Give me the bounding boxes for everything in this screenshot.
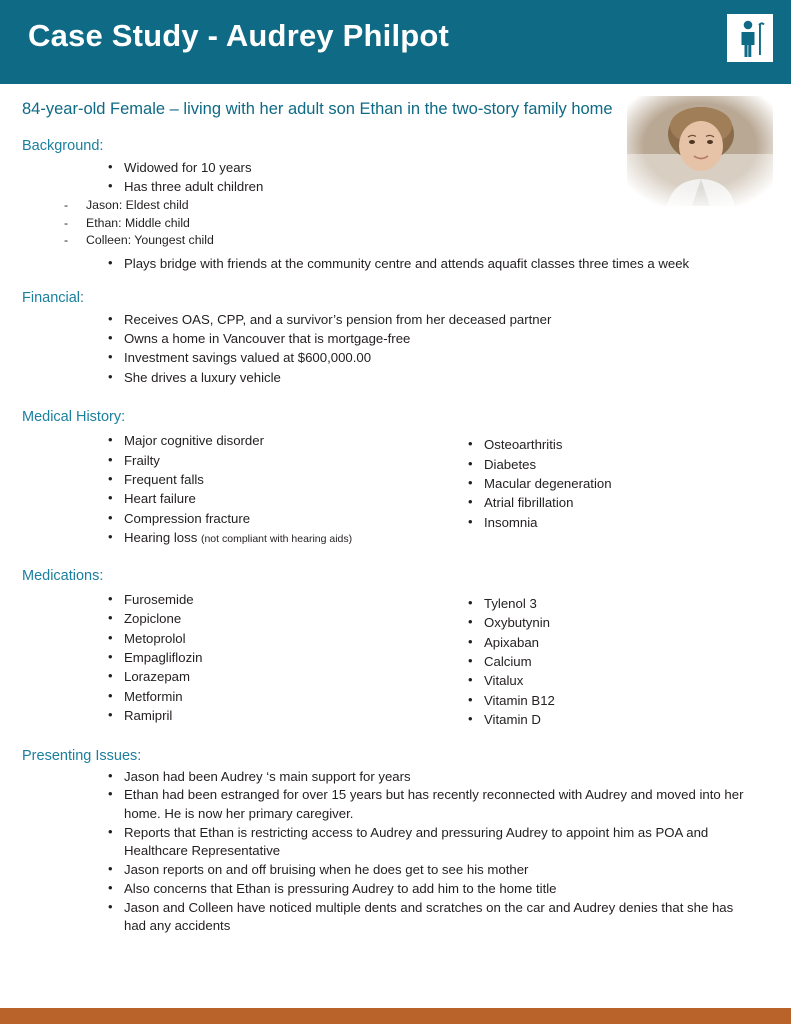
- medical-history-columns: [22, 427, 767, 547]
- list-item: • Has three adult children: [108, 177, 767, 196]
- list-item: • Reports that Ethan is restricting access to Audrey and pressuring Audrey to appoint him as POA and Healthcare Representative: [108, 824, 749, 861]
- list-item: • Vitamin D: [468, 710, 767, 729]
- list-item: - Ethan: Middle child: [64, 215, 767, 233]
- page-header: [0, 0, 791, 84]
- section-title-background: Background:: [22, 137, 104, 154]
- page-content: [0, 98, 791, 936]
- subject-summary: 84-year-old Female – living with her adult son Ethan in the two-story family home: [22, 100, 613, 118]
- list-item: • Jason had been Audrey ‘s main support for years: [108, 768, 749, 787]
- list-item: • Widowed for 10 years: [108, 158, 767, 177]
- list-item: • Atrial fibrillation: [468, 493, 767, 512]
- list-item: • Lorazepam: [108, 667, 382, 686]
- header-curve-decoration: [0, 72, 791, 84]
- list-item: • Diabetes: [468, 455, 767, 474]
- list-item: • Receives OAS, CPP, and a survivor’s pension from her deceased partner: [108, 310, 767, 329]
- background-children-list: [22, 197, 767, 250]
- section-title-presenting-issues: Presenting Issues:: [22, 747, 142, 764]
- footer-accent-bar: [0, 1008, 791, 1024]
- medical-history-right-column: [382, 427, 767, 532]
- list-item: • Ethan had been estranged for over 15 years but has recently reconnected with Audrey and moved into her home. He is now her primary caregiver.: [108, 786, 749, 823]
- presenting-issues-block: [22, 768, 767, 937]
- hearing-loss-note: (not compliant with hearing aids): [200, 533, 353, 546]
- medications-left-column: [22, 586, 382, 726]
- medical-history-list-right: [382, 435, 767, 532]
- list-item: • Compression fracture: [108, 509, 382, 528]
- list-item: • Frailty: [108, 451, 382, 470]
- financial-list: [22, 310, 767, 388]
- list-item: • Vitalux: [468, 671, 767, 690]
- medications-list-left: [22, 590, 382, 726]
- background-list-continued: [22, 254, 767, 273]
- list-item: • Frequent falls: [108, 470, 382, 489]
- medications-columns: [22, 586, 767, 730]
- list-item: • Insomnia: [468, 513, 767, 532]
- list-item: • Calcium: [468, 652, 767, 671]
- list-item: • Metoprolol: [108, 629, 382, 648]
- background-list: [22, 158, 767, 197]
- medical-history-list-left: [22, 431, 382, 547]
- list-item: - Jason: Eldest child: [64, 197, 767, 215]
- list-item: • Plays bridge with friends at the community centre and attends aquafit classes three times a week: [108, 254, 767, 273]
- page-title: Case Study - Audrey Philpot: [28, 18, 450, 53]
- list-item: • Vitamin B12: [468, 691, 767, 710]
- medical-history-left-column: [22, 427, 382, 547]
- list-item: • Major cognitive disorder: [108, 431, 382, 450]
- list-item: • Ramipril: [108, 706, 382, 725]
- list-item: • She drives a luxury vehicle: [108, 368, 767, 387]
- list-item: • Empagliflozin: [108, 648, 382, 667]
- section-title-medications: Medications:: [22, 567, 104, 584]
- list-item: • Zopiclone: [108, 609, 382, 628]
- organization-logo: [727, 14, 773, 62]
- list-item: • Tylenol 3: [468, 594, 767, 613]
- list-item: • Furosemide: [108, 590, 382, 609]
- list-item: • Also concerns that Ethan is pressuring Audrey to add him to the home title: [108, 880, 749, 899]
- presenting-issues-list: [22, 768, 767, 937]
- section-title-financial: Financial:: [22, 289, 85, 306]
- list-item-hearing-loss: [108, 528, 382, 547]
- list-item: • Owns a home in Vancouver that is mortgage-free: [108, 329, 767, 348]
- list-item: • Jason and Colleen have noticed multiple dents and scratches on the car and Audrey denies that she has had any accidents: [108, 899, 749, 936]
- list-item: • Oxybutynin: [468, 613, 767, 632]
- person-with-cane-icon: [727, 14, 773, 62]
- medications-list-right: [382, 594, 767, 730]
- list-item: • Jason reports on and off bruising when he does get to see his mother: [108, 861, 749, 880]
- list-item: • Apixaban: [468, 633, 767, 652]
- list-item: • Investment savings valued at $600,000.00: [108, 348, 767, 367]
- list-item: • Metformin: [108, 687, 382, 706]
- list-item: - Colleen: Youngest child: [64, 232, 767, 250]
- hearing-loss-label: Hearing loss: [124, 530, 201, 546]
- section-title-medical-history: Medical History:: [22, 409, 126, 426]
- list-item: • Heart failure: [108, 489, 382, 508]
- medications-right-column: [382, 586, 767, 730]
- list-item: • Macular degeneration: [468, 474, 767, 493]
- list-item: • Osteoarthritis: [468, 435, 767, 454]
